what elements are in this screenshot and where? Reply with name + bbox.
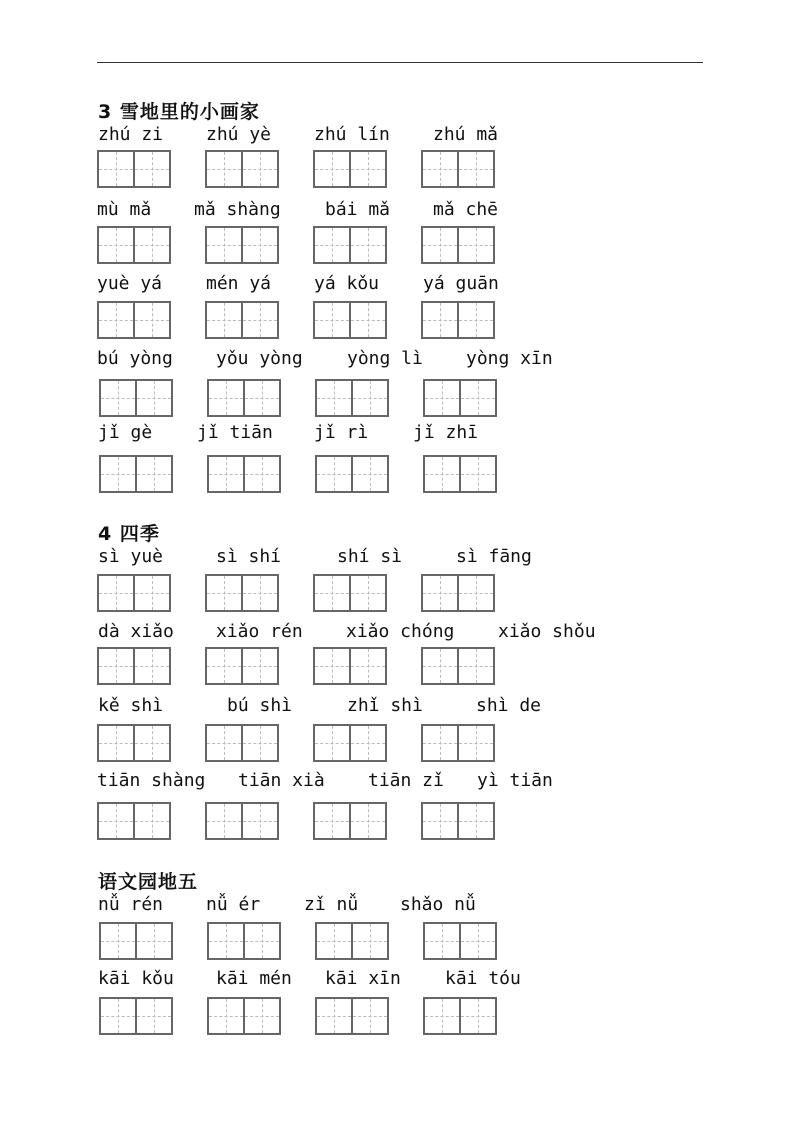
- writing-box[interactable]: [97, 724, 171, 762]
- pinyin-label: bú shì: [227, 695, 293, 716]
- writing-box[interactable]: [97, 574, 171, 612]
- pinyin-label: mǎ chē: [433, 199, 499, 220]
- pinyin-label: shí sì: [337, 546, 403, 567]
- pinyin-label: jǐ zhī: [413, 422, 479, 443]
- writing-box[interactable]: [313, 301, 387, 339]
- writing-box[interactable]: [423, 379, 497, 417]
- section-title: 4 四季: [98, 523, 160, 545]
- writing-box[interactable]: [313, 724, 387, 762]
- pinyin-label: zhú mǎ: [433, 124, 499, 145]
- writing-box[interactable]: [99, 455, 173, 493]
- pinyin-label: jǐ tiān: [197, 422, 273, 443]
- pinyin-label: sì fāng: [456, 546, 532, 567]
- pinyin-label: tiān xià: [238, 770, 325, 791]
- writing-box[interactable]: [99, 997, 173, 1035]
- writing-box[interactable]: [97, 802, 171, 840]
- pinyin-label: yòng lì: [347, 348, 423, 369]
- writing-box[interactable]: [315, 997, 389, 1035]
- pinyin-label: nǚ rén: [98, 894, 164, 915]
- writing-box[interactable]: [315, 455, 389, 493]
- pinyin-label: shǎo nǚ: [400, 894, 476, 915]
- pinyin-label: zǐ nǚ: [304, 894, 359, 915]
- pinyin-label: sì shí: [216, 546, 282, 567]
- writing-box[interactable]: [313, 226, 387, 264]
- pinyin-label: zhú zi: [98, 124, 164, 145]
- section-title: 语文园地五: [98, 871, 199, 893]
- pinyin-label: yòng xīn: [466, 348, 553, 369]
- pinyin-label: tiān zǐ: [368, 770, 444, 791]
- pinyin-label: tiān shàng: [97, 770, 206, 791]
- pinyin-label: xiǎo chóng: [346, 621, 455, 642]
- pinyin-label: bái mǎ: [325, 199, 391, 220]
- pinyin-label: kě shì: [98, 695, 164, 716]
- pinyin-label: kāi tóu: [445, 968, 521, 989]
- pinyin-label: yá guān: [423, 273, 499, 294]
- pinyin-label: xiǎo rén: [216, 621, 303, 642]
- pinyin-label: kāi xīn: [325, 968, 401, 989]
- writing-box[interactable]: [313, 574, 387, 612]
- writing-box[interactable]: [421, 574, 495, 612]
- writing-box[interactable]: [97, 647, 171, 685]
- pinyin-label: yǒu yòng: [216, 348, 303, 369]
- writing-box[interactable]: [423, 997, 497, 1035]
- pinyin-label: dà xiǎo: [98, 621, 174, 642]
- pinyin-label: kāi mén: [216, 968, 292, 989]
- writing-box[interactable]: [421, 301, 495, 339]
- pinyin-label: xiǎo shǒu: [498, 621, 596, 642]
- pinyin-label: jǐ rì: [314, 422, 369, 443]
- pinyin-label: zhú lín: [314, 124, 390, 145]
- writing-box[interactable]: [207, 922, 281, 960]
- writing-box[interactable]: [99, 379, 173, 417]
- top-rule: [97, 62, 703, 63]
- writing-box[interactable]: [207, 997, 281, 1035]
- section-title: 3 雪地里的小画家: [98, 101, 260, 123]
- pinyin-label: bú yòng: [97, 348, 173, 369]
- writing-box[interactable]: [97, 301, 171, 339]
- pinyin-label: yì tiān: [477, 770, 553, 791]
- writing-box[interactable]: [99, 922, 173, 960]
- writing-box[interactable]: [313, 150, 387, 188]
- pinyin-label: jǐ gè: [98, 422, 153, 443]
- pinyin-label: mǎ shàng: [194, 199, 281, 220]
- writing-box[interactable]: [421, 647, 495, 685]
- writing-box[interactable]: [315, 922, 389, 960]
- writing-box[interactable]: [313, 802, 387, 840]
- writing-box[interactable]: [421, 802, 495, 840]
- writing-box[interactable]: [423, 455, 497, 493]
- writing-box[interactable]: [205, 301, 279, 339]
- writing-box[interactable]: [421, 724, 495, 762]
- pinyin-label: mù mǎ: [97, 199, 152, 220]
- writing-box[interactable]: [97, 150, 171, 188]
- pinyin-label: zhú yè: [206, 124, 272, 145]
- writing-box[interactable]: [205, 574, 279, 612]
- writing-box[interactable]: [205, 226, 279, 264]
- writing-box[interactable]: [97, 226, 171, 264]
- writing-box[interactable]: [205, 724, 279, 762]
- writing-box[interactable]: [205, 150, 279, 188]
- pinyin-label: kāi kǒu: [98, 968, 174, 989]
- pinyin-label: zhǐ shì: [347, 695, 423, 716]
- writing-box[interactable]: [207, 379, 281, 417]
- writing-box[interactable]: [313, 647, 387, 685]
- writing-box[interactable]: [205, 647, 279, 685]
- pinyin-label: shì de: [476, 695, 542, 716]
- pinyin-label: yuè yá: [97, 273, 163, 294]
- writing-box[interactable]: [423, 922, 497, 960]
- writing-box[interactable]: [207, 455, 281, 493]
- pinyin-label: nǚ ér: [206, 894, 261, 915]
- writing-box[interactable]: [421, 226, 495, 264]
- writing-box[interactable]: [205, 802, 279, 840]
- pinyin-label: sì yuè: [98, 546, 164, 567]
- writing-box[interactable]: [315, 379, 389, 417]
- pinyin-label: yá kǒu: [314, 273, 380, 294]
- pinyin-label: mén yá: [206, 273, 272, 294]
- writing-box[interactable]: [421, 150, 495, 188]
